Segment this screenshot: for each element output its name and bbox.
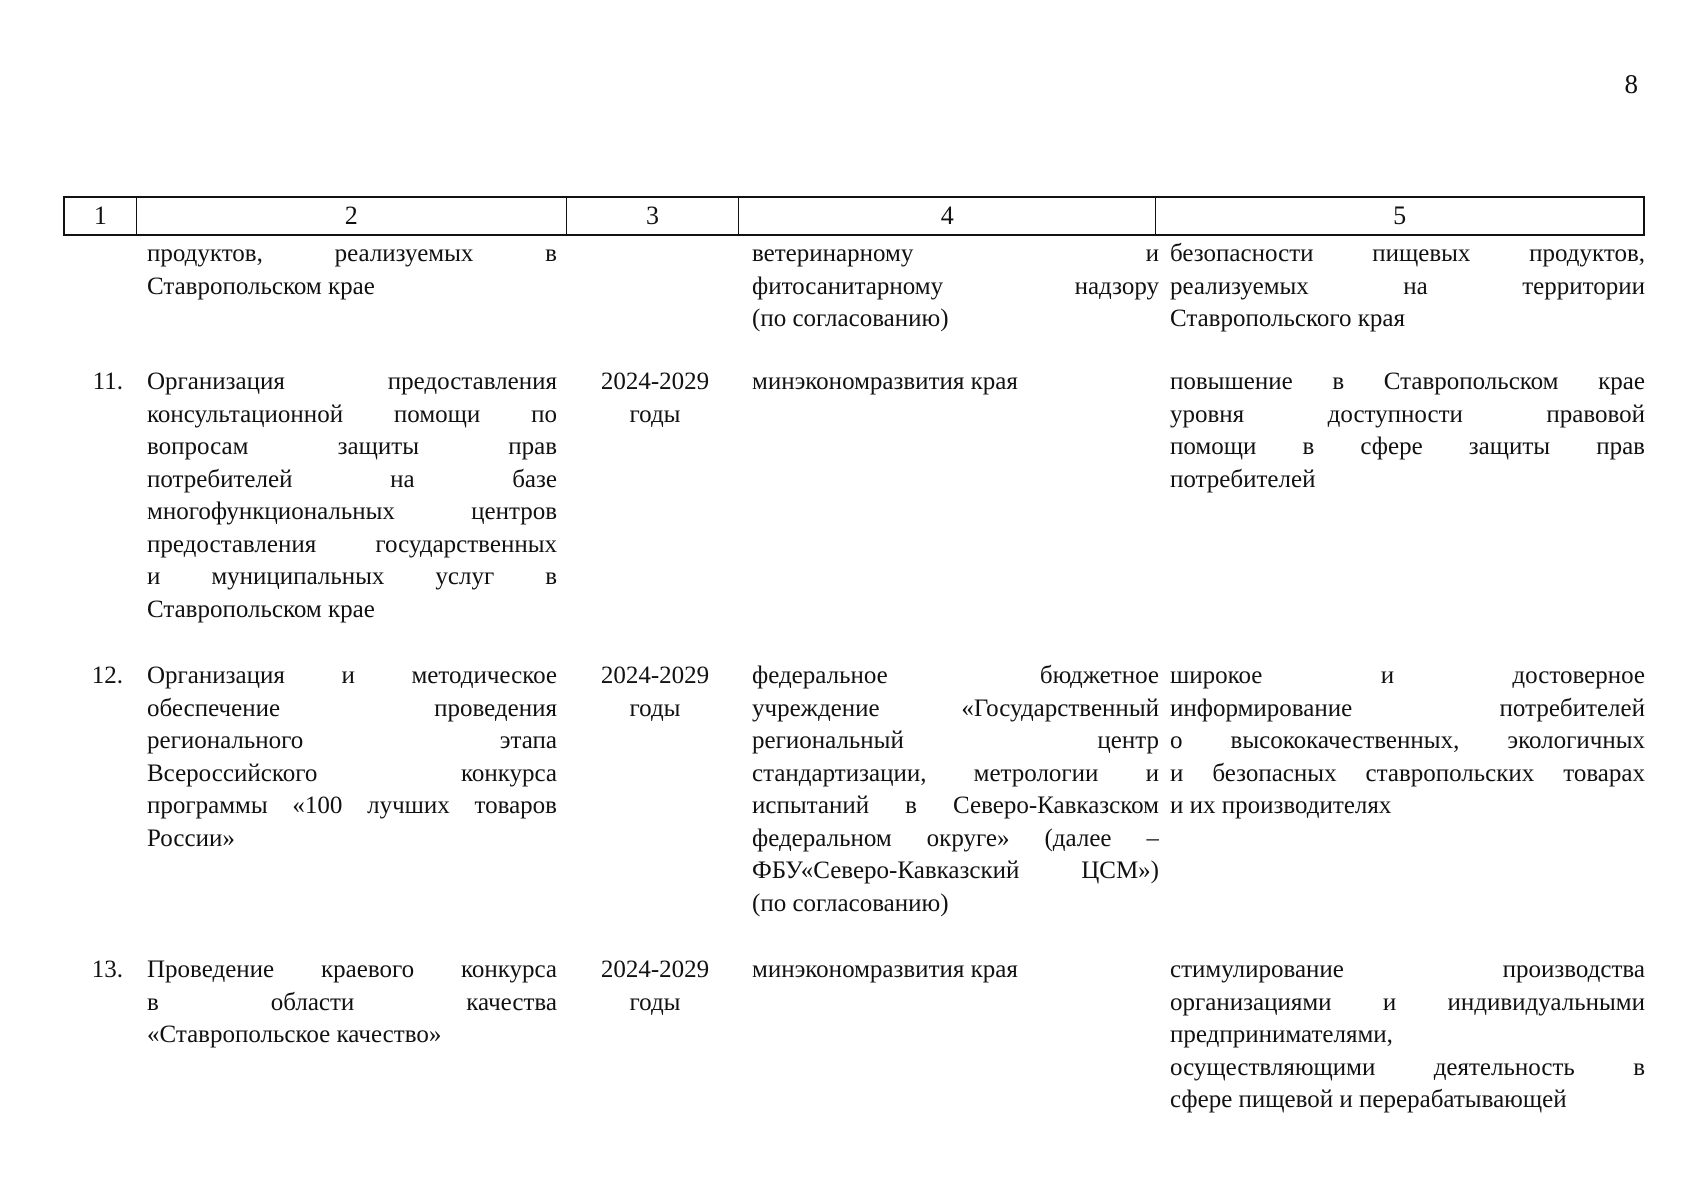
executor-cell — [752, 366, 1159, 399]
measure-cell — [147, 366, 557, 626]
measure-cell-line: Организация предоставления — [147, 368, 557, 395]
measure-cell — [147, 660, 557, 855]
measure-cell-line: обеспечение проведения — [147, 694, 557, 722]
result-cell-line: организациями и индивидуальными — [1170, 988, 1645, 1016]
period-cell-line: 2024-2029 — [600, 368, 710, 395]
table-header-row — [63, 196, 1645, 236]
measure-cell-line: консультационной помощи по — [147, 400, 557, 428]
header-col-5: 5 — [1393, 201, 1407, 230]
result-cell-line: и их производителях — [1170, 792, 1392, 819]
result-cell-line: информирование потребителей — [1170, 694, 1645, 722]
continued-result-cell-line: Ставропольского края — [1170, 305, 1405, 332]
row-number-cell-line: 13. — [91, 956, 123, 983]
continued-result-cell-line: безопасности пищевых продуктов, — [1170, 240, 1645, 267]
header-col-1: 1 — [65, 198, 137, 234]
measure-cell-line: России» — [147, 824, 235, 852]
measure-cell-line: программы «100 лучших товаров — [147, 792, 557, 819]
result-cell-line: широкое и достоверное — [1170, 662, 1645, 689]
result-cell-line: повышение в Ставропольском крае — [1170, 368, 1645, 395]
executor-cell-line: стандартизации, метрологии и — [752, 759, 1159, 787]
result-cell — [1170, 954, 1645, 1117]
measure-cell — [147, 954, 557, 1052]
result-cell-line: уровня доступности правовой — [1170, 400, 1645, 428]
executor-cell-line: учреждение «Государственный — [752, 694, 1159, 722]
continued-executor-cell-line: фитосанитарному надзору — [752, 272, 1159, 300]
continued-executor-cell-line: ветеринарному и — [752, 240, 1159, 267]
continued-executor-cell — [752, 238, 1159, 336]
period-cell-line: 2024-2029 — [600, 956, 710, 983]
result-cell — [1170, 366, 1645, 496]
measure-cell-line: в области качества — [147, 988, 557, 1016]
measure-cell-line: «Ставропольское качество» — [147, 1021, 442, 1048]
executor-cell — [752, 660, 1159, 920]
continued-measure-cell-line: Ставропольском крае — [147, 272, 375, 300]
measure-cell-line: регионального этапа — [147, 727, 557, 754]
measure-cell-line: многофункциональных центров — [147, 498, 557, 525]
continued-result-cell-line: реализуемых на территории — [1170, 272, 1645, 300]
result-cell-line: сфере пищевой и перерабатывающей — [1170, 1086, 1567, 1113]
result-cell-line: предпринимателями, — [1170, 1021, 1393, 1048]
header-col-3: 3 — [567, 198, 740, 234]
period-cell-line: годы — [629, 400, 681, 428]
row-number-cell-line: 12. — [91, 662, 123, 689]
result-cell-line: стимулирование производства — [1170, 956, 1645, 983]
page-number: 8 — [1624, 69, 1638, 99]
measure-cell-line: Организация и методическое — [147, 662, 557, 689]
period-cell-line: годы — [629, 988, 681, 1016]
result-cell-line: и безопасных ставропольских товарах — [1170, 759, 1645, 787]
executor-cell — [752, 954, 1159, 987]
period-cell — [570, 366, 740, 431]
executor-cell-line: федеральном округе» (далее – — [752, 824, 1159, 852]
executor-cell-line: ФБУ«Северо-Кавказский ЦСМ») — [752, 857, 1159, 884]
executor-cell-line: (по согласованию) — [752, 889, 949, 917]
header-col-2: 2 — [137, 198, 567, 234]
row-number-cell-line: 11. — [92, 368, 123, 395]
result-cell — [1170, 660, 1645, 823]
result-cell-line: о высококачественных, экологичных — [1170, 727, 1645, 754]
period-cell-line: 2024-2029 — [600, 662, 710, 689]
period-cell — [570, 954, 740, 1019]
measure-cell-line: и муниципальных услуг в — [147, 563, 557, 590]
continued-result-cell — [1170, 238, 1645, 336]
period-cell — [570, 660, 740, 725]
measure-cell-line: Ставропольском крае — [147, 595, 375, 623]
measure-cell-line: вопросам защиты прав — [147, 433, 557, 460]
continued-measure-cell — [147, 238, 557, 303]
executor-cell-line: испытаний в Северо-Кавказском — [752, 792, 1159, 819]
executor-cell-line: федеральное бюджетное — [752, 662, 1159, 689]
row-number-cell — [63, 660, 123, 693]
result-cell-line: потребителей — [1170, 465, 1316, 493]
executor-cell-line: региональный центр — [752, 727, 1159, 754]
continued-measure-cell-line: продуктов, реализуемых в — [147, 240, 557, 267]
result-cell-line: помощи в сфере защиты прав — [1170, 433, 1645, 460]
continued-executor-cell-line: (по согласованию) — [752, 305, 949, 332]
measure-cell-line: потребителей на базе — [147, 465, 557, 493]
measure-cell-line: Проведение краевого конкурса — [147, 956, 557, 983]
result-cell-line: осуществляющими деятельность в — [1170, 1053, 1645, 1081]
executor-cell-line: минэкономразвития края — [752, 368, 1018, 395]
measure-cell-line: предоставления государственных — [147, 530, 557, 558]
header-col-4: 4 — [739, 198, 1156, 234]
row-number-cell — [63, 954, 123, 987]
row-number-cell — [63, 366, 123, 399]
executor-cell-line: минэкономразвития края — [752, 956, 1018, 983]
period-cell-line: годы — [629, 694, 681, 722]
measure-cell-line: Всероссийского конкурса — [147, 759, 557, 787]
